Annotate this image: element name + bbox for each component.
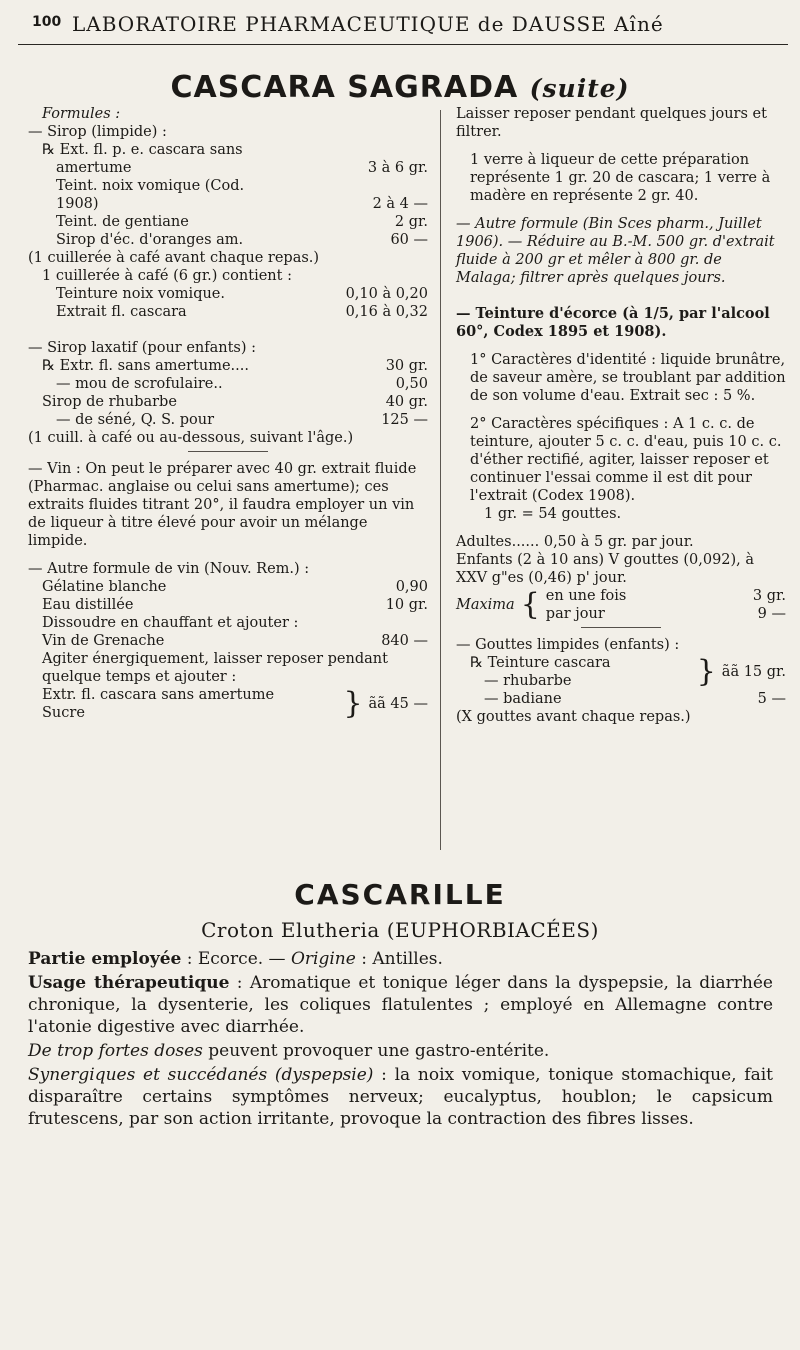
recipe-row: [546, 587, 786, 605]
separator-rule: [581, 627, 661, 628]
dose: 9 —: [757, 606, 786, 622]
dose: 125 —: [381, 412, 428, 428]
partie-origine-line: [28, 948, 773, 970]
recipe-row: [28, 231, 428, 249]
dose: 2 à 4 —: [372, 196, 428, 212]
posology-note: (1 cuillerée à café avant chaque repas.): [28, 250, 320, 266]
recipe-row: [28, 303, 428, 321]
origine-text: : Antilles.: [355, 949, 443, 969]
ingredient: — mou de scrofulaire..: [56, 376, 223, 392]
caracteres-identite: 1° Caractères d'identité : liquide brunâtre, de saveur amère, se troublant par addition de son volume d'eau. Extrait sec : 5 %.: [470, 352, 786, 404]
posology-note: (1 cuill. à café ou au-dessous, suivant l'âge.): [28, 430, 354, 446]
usage-label: Usage thérapeutique: [28, 973, 230, 993]
syn-text: : la noix vomique, tonique stomachique, fait disparaître certains symptômes nerveux; eucalyptus, houblon; le capsicum frutescens, par son action irritante, provoque la contraction des fibres lisses.: [28, 1065, 773, 1129]
usage-text: : Aromatique et tonique léger dans la dyspepsie, la diarrhée chronique, la dysenterie, les coliques flatulentes ; employé en Allemagne contre l'atonie digestive avec diarrhée.: [28, 973, 773, 1037]
recipe-row: [456, 690, 786, 708]
gouttes-limpides-heading: — Gouttes limpides (enfants) :: [456, 637, 680, 653]
dose: 3 à 6 gr.: [367, 160, 428, 176]
synergiques-paragraph: [28, 1064, 773, 1130]
ingredient: ℞ Teinture cascara: [470, 655, 611, 671]
sirop-limpide-heading: — Sirop (limpide) :: [28, 124, 167, 140]
column-divider: [440, 110, 441, 850]
dose: 40 gr.: [385, 394, 428, 410]
trop-label: De trop fortes doses: [28, 1041, 203, 1061]
dose: 0,50: [395, 376, 428, 392]
maxima-group: [456, 587, 786, 623]
dose: ãã 15 gr.: [721, 664, 786, 680]
syn-label: Synergiques et succédanés (dyspepsie): [28, 1065, 374, 1085]
recipe-line: Teint. noix vomique (Cod.: [56, 178, 245, 194]
ingredient: Eau distillée: [42, 597, 134, 613]
dose: 60 —: [390, 232, 428, 248]
section-title-cascarille: CASCARILLE: [294, 878, 506, 911]
recipe-brace-group: [28, 686, 428, 722]
title-main: CASCARA SAGRADA: [170, 70, 519, 105]
recipe-row: [28, 213, 428, 231]
dose: 0,16 à 0,32: [345, 304, 428, 320]
dose: 840 —: [381, 633, 428, 649]
posology-note: (X gouttes avant chaque repas.): [456, 709, 691, 725]
page-number: 100: [32, 14, 62, 30]
instruction: Agiter énergiquement, laisser reposer pendant quelque temps et ajouter :: [42, 651, 388, 685]
dose: 0,10 à 0,20: [345, 286, 428, 302]
page-header: [18, 8, 788, 45]
ingredient: — rhubarbe: [484, 673, 572, 689]
recipe-row: [28, 195, 428, 213]
ingredient: par jour: [545, 606, 605, 622]
ingredient: Vin de Grenache: [42, 633, 165, 649]
recipe-row: [28, 357, 428, 375]
ingredient: 1908): [56, 196, 99, 212]
dose: 10 gr.: [385, 597, 428, 613]
ingredient: en une fois: [545, 588, 627, 604]
dose: 5 —: [757, 691, 786, 707]
recipe-row: [28, 159, 428, 177]
title-suite: (suite): [529, 74, 630, 103]
partie-text: : Ecorce. —: [181, 949, 291, 969]
ingredient: — de séné, Q. S. pour: [56, 412, 215, 428]
ingredient: Extrait fl. cascara: [56, 304, 187, 320]
autre-formule-vin: — Autre formule de vin (Nouv. Rem.) :: [28, 561, 310, 577]
ingredient: amertume: [56, 160, 132, 176]
ingredient: Gélatine blanche: [42, 579, 167, 595]
recipe-row: [28, 285, 428, 303]
laisser-paragraph: Laisser reposer pendant quelques jours et filtrer.: [456, 106, 767, 140]
autre-formule-paragraph: — Autre formule (Bin Sces pharm., Juillet 1906). — Réduire au B.-M. 500 gr. d'extrait fluide à 200 gr et mêler à 800 gr. de Malaga; filtrer après quelques jours.: [456, 216, 775, 286]
ingredient: Sirop de rhubarbe: [42, 394, 177, 410]
dose: 3 gr.: [752, 588, 786, 604]
maxima-label: Maxima: [456, 597, 515, 613]
recipe-brace-group: [456, 654, 786, 690]
dose: ãã 45 —: [368, 696, 428, 712]
dose: 30 gr.: [385, 358, 428, 374]
recipe-row: [28, 578, 428, 596]
ingredient: Sucre: [42, 705, 85, 721]
formules-heading: Formules :: [42, 106, 121, 122]
gouttes-equivalence: 1 gr. = 54 gouttes.: [484, 506, 622, 522]
verre-paragraph: 1 verre à liqueur de cette préparation représente 1 gr. 20 de cascara; 1 verre à madère en représente 2 gr. 40.: [470, 152, 771, 204]
ingredient: Extr. fl. cascara sans amertume: [42, 687, 275, 703]
separator-rule: [188, 451, 268, 452]
posology-note: 1 cuillerée à café (6 gr.) contient :: [42, 268, 292, 284]
running-title: LABORATOIRE PHARMACEUTIQUE de DAUSSE Aîné: [72, 12, 664, 36]
recipe-row: [546, 605, 786, 623]
recipe-row: [28, 411, 428, 429]
usage-paragraph: [28, 972, 773, 1038]
dose-enfants: Enfants (2 à 10 ans) V gouttes (0,092), à XXV g"es (0,46) p' jour.: [456, 552, 755, 586]
brace-glyph: {: [520, 587, 540, 622]
ingredient: Teinture noix vomique.: [56, 286, 226, 302]
ingredient: ℞ Extr. fl. sans amertume....: [42, 358, 249, 374]
recipe-line: ℞ Ext. fl. p. e. cascara sans: [42, 142, 243, 158]
dose: 0,90: [395, 579, 428, 595]
ingredient: Sirop d'éc. d'oranges am.: [56, 232, 244, 248]
dose-adultes: Adultes...... 0,50 à 5 gr. par jour.: [456, 534, 694, 550]
cascarille-body: [28, 948, 773, 1132]
section-title-cascara: [0, 70, 800, 105]
section-subtitle: Croton Elutheria (EUPHORBIACÉES): [201, 918, 599, 942]
ingredient: Teint. de gentiane: [56, 214, 189, 230]
brace-glyph: }: [343, 686, 363, 721]
recipe-row: [28, 632, 428, 650]
instruction: Dissoudre en chauffant et ajouter :: [42, 615, 299, 631]
caracteres-specifiques: 2° Caractères spécifiques : A 1 c. c. de teinture, ajouter 5 c. c. d'eau, puis 10 c. c. d'éther rectifié, agiter, laisser reposer et continuer l'essai comme il est dit pour l'extrait (Codex 1908).: [470, 416, 782, 504]
recipe-row: [28, 375, 428, 393]
recipe-row: [28, 596, 428, 614]
brace-glyph: }: [696, 654, 716, 689]
teinture-heading: — Teinture d'écorce (à 1/5, par l'alcool 60°, Codex 1895 et 1908).: [456, 305, 770, 340]
origine-label: Origine: [290, 949, 356, 969]
left-column: [28, 105, 428, 722]
vin-paragraph: — Vin : On peut le préparer avec 40 gr. extrait fluide (Pharmac. anglaise ou celui sans amertume); ces extraits fluides titrant 20°, il faudra employer un vin de liqueur à titre élevé pour avoir un mélange limpide.: [28, 461, 417, 549]
right-column: [456, 105, 786, 726]
trop-text: peuvent provoquer une gastro-entérite.: [202, 1041, 550, 1061]
recipe-row: [28, 393, 428, 411]
partie-label: Partie employée: [28, 949, 182, 969]
trop-fortes-paragraph: [28, 1040, 773, 1062]
dose: 2 gr.: [394, 214, 428, 230]
sirop-laxatif-heading: — Sirop laxatif (pour enfants) :: [28, 340, 257, 356]
ingredient: — badiane: [484, 691, 562, 707]
